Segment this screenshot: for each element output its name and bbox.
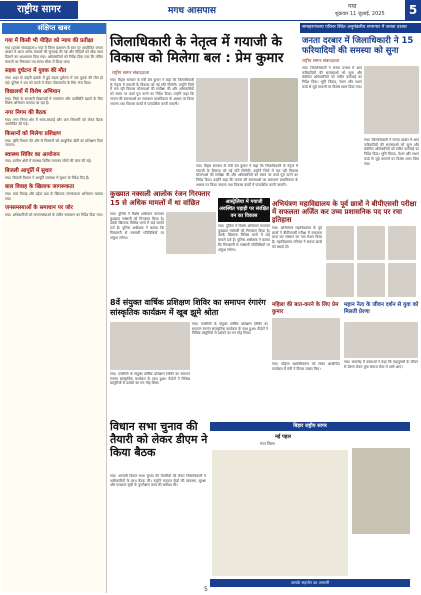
main-story-headline: जिलाधिकारी के नेतृत्व में गयाजी के विकास को मिलेगा बल : प्रेम कुमार (110, 34, 284, 66)
right-top-photo (364, 66, 419, 134)
ad-title: नई पहल (275, 434, 291, 440)
left-story-body: गया (हमारा संवाददाता)। गया में जिला प्रशासन के स्तर पर आयोजित जनता दरबार में आज अनेक मामलों की सुनवाई की गई और पीड़ितों को शीघ्र न्याय दिलाने का आश्वासन दिया गया। अधिकारियों को निर्देश दिया गया कि लंबित मामलों का निष्पादन तय समय सीमा में किया जाए। (5, 45, 103, 64)
main-story-body: गया। बिहार सरकार के मंत्री प्रेम कुमार ने कहा कि जिलाधिकारी के नेतृत्व में गयाजी के विकास को नई गति मिलेगी। उन्होंने जिले में चल रही विकास योजनाओं की समीक्षा की और अधिकारियों को समय पर कार्य पूरा करने का निर्देश दिया। उन्होंने कहा कि जनता की समस्याओं का समाधान प्राथमिकता के आधार पर किया जाएगा तथा विकास कार्यों में पारदर्शिता बरती जाएगी। (110, 78, 194, 106)
arrest-story-photo (166, 212, 216, 254)
left-story-headline: किसानों को मिलेगा प्रशिक्षण (5, 131, 61, 138)
left-story-headline: बाल विवाह के खिलाफ जागरूकता (5, 184, 75, 191)
masthead-date: शुक्रवार 11 जुलाई, 2025 (335, 11, 385, 17)
left-story-3 (2, 89, 106, 106)
student-photo (357, 226, 385, 260)
right-top-kicker: समाहरणालय परिसर स्थित अनुमंडलीय सभागार में जनता दरबार (300, 23, 421, 33)
camp-story-headline: 8वें संयुक्त वार्षिक प्रशिक्षण शिविर का समापन रंगारंग सांस्कृतिक कार्यक्रम में खूब झूमे श्रोता (110, 298, 266, 317)
side-story-body: गया। समारोह में वक्ताओं ने कहा कि महापुरुषों के जीवन से प्रेरणा लेकर युवा समाज सेवा में आगे आएं। (344, 360, 418, 369)
main-story-photo-2 (250, 78, 298, 162)
left-story-8 (2, 184, 106, 201)
student-photo (326, 226, 354, 260)
highlight-box-body: गया। पुलिस ने विशेष अभियान चलाकर कुख्यात नक्सली को गिरफ्तार किया है। उसके खिलाफ विभिन्न थानों में कई मामले दर्ज हैं। पुलिस अधीक्षक ने बताया कि गिरफ्तारी से नक्सली गतिविधियों पर अंकुश लगेगा। (218, 224, 270, 252)
right-top-body: गया। जिलाधिकारी ने जनता दरबार में आए फरियादियों की समस्याओं को सुना और संबंधित अधिकारियों को त्वरित कार्रवाई का निर्देश दिया। भूमि विवाद, पेंशन और राशन कार्ड से जुड़े मामलों पर विशेष ध्यान दिया गया। (302, 66, 362, 89)
ad-portrait (352, 448, 410, 534)
left-story-headline: नगर निगम की बैठक (5, 110, 47, 117)
right-top-byline: राष्ट्रीय सागर संवाददाता (302, 59, 340, 64)
election-story-headline: विधान सभा चुनाव की तैयारी को लेकर डीएम ने किया बैठक (110, 420, 208, 459)
masthead (0, 0, 421, 21)
left-story-body: गया। कृषि विभाग की ओर से किसानों को आधुनिक खेती का प्रशिक्षण दिया जाएगा। (5, 138, 103, 148)
ad-footer: आपके सहयोग का आभारी (210, 579, 410, 587)
women-story-headline: महिला की बात-करने के लिए प्रेम कुमार (272, 302, 339, 315)
camp-story-body: गया। एनसीसी के संयुक्त वार्षिक प्रशिक्षण शिविर का समापन रंगारंग सांस्कृतिक कार्यक्रम के साथ हुआ। कैडेटों ने विभिन्न प्रस्तुतियों से दर्शकों का मन मोह लिया। (192, 322, 268, 336)
left-story-5 (2, 131, 106, 148)
main-story-byline: राष्ट्रीय सागर संवाददाता (112, 71, 150, 76)
masthead-section: मगध आसपास (168, 6, 216, 16)
left-story-body: गया। नगर निगम क्षेत्र में साफ-सफाई और जल निकासी को लेकर बैठक आयोजित की गई। (5, 117, 103, 127)
left-story-body: गया। जिले के सरकारी विद्यालयों में नामांकन और उपस्थिति बढ़ाने के लिए विशेष अभियान चलाया जा रहा है। (5, 96, 103, 106)
camp-story-body-cont: गया। एनसीसी के संयुक्त वार्षिक प्रशिक्षण शिविर का समापन रंगारंग सांस्कृतिक कार्यक्रम के साथ हुआ। कैडेटों ने विभिन्न प्रस्तुतियों से दर्शकों का मन मोह लिया। (110, 372, 190, 386)
student-photo (388, 226, 416, 260)
engineering-photo-grid (326, 226, 418, 298)
left-story-7 (2, 168, 106, 180)
left-story-4 (2, 110, 106, 127)
women-story-body: गया। महिला सशक्तिकरण को लेकर आयोजित कार्यक्रम में मंत्री ने विचार व्यक्त किए। (272, 362, 340, 371)
student-photo (357, 263, 385, 297)
ad-subtitle: गया जिला (260, 441, 275, 446)
right-top-body-cont: गया। जिलाधिकारी ने जनता दरबार में आए फरियादियों की समस्याओं को सुना और संबंधित अधिकारियों को त्वरित कार्रवाई का निर्देश दिया। भूमि विवाद, पेंशन और राशन कार्ड से जुड़े मामलों पर विशेष ध्यान दिया गया। (364, 138, 419, 166)
left-story-headline: जनसमस्याओं के समाधान पर जोर (5, 205, 73, 212)
engineering-story-body: गया। अभियंत्रण महाविद्यालय के पूर्व छात्रों ने बीपीएससी परीक्षा में सफलता प्राप्त कर संस्थान का नाम रोशन किया है। महाविद्यालय परिवार ने सफल छात्रों को बधाई दी। (272, 226, 322, 249)
masthead-city: गया (348, 3, 357, 10)
masthead-page-number: 5 (405, 0, 421, 20)
masthead-brand: राष्ट्रीय सागर (0, 1, 78, 19)
camp-photo (110, 322, 190, 370)
left-story-headline: गया में किसी भी पीड़ित को न्याय की प्रतीक्षा (5, 38, 94, 44)
engineering-story-headline: अभियंत्रण महाविद्यालय के पूर्व छात्रों ने बीपीएससी परीक्षा में सफलता अर्जित कर उच्च प्रशासनिक पद पर रचा इतिहास (272, 200, 417, 224)
left-story-body: गया। अधिकारियों को जनसमस्याओं के त्वरित समाधान का निर्देश दिया गया। (5, 212, 103, 217)
side-story-photo (344, 322, 418, 358)
left-story-headline: सड़क दुर्घटना में युवक की मौत (5, 68, 67, 75)
left-story-headline: विद्यालयों में विशेष अभियान (5, 89, 61, 96)
women-story-photo (272, 318, 340, 360)
left-brief-column (2, 23, 107, 593)
student-photo (388, 263, 416, 297)
left-story-headline: स्वास्थ्य शिविर का आयोजन (5, 151, 60, 158)
ad-list-area (212, 450, 348, 576)
student-photo (326, 263, 354, 297)
left-story-1 (2, 38, 106, 64)
right-top-headline: जनता दरबार में जिलाधिकारी ने 15 फरियादियों की समस्या को सुना (302, 36, 414, 56)
highlight-box: आस्ट्रेलिया में गयाजी अवस्थित पहाड़ी पर संरक्षित वन का विकास (218, 198, 270, 222)
left-story-9 (2, 205, 106, 217)
left-story-body: गया। ग्रामीण क्षेत्रों में स्वास्थ्य शिविर लगाकर लोगों की जांच की गई। (5, 159, 92, 164)
arrest-story-headline: कुख्यात नक्सली आलोक रंजन गिरफ्तार 15 से अधिक मामलों में था वांछित (110, 190, 211, 207)
main-story-photo (196, 78, 248, 162)
election-story-body: गया। आगामी विधान सभा चुनाव की तैयारियों को लेकर जिलाधिकारी ने अधिकारियों के साथ बैठक की। उन्होंने मतदान केंद्रों की व्यवस्था, सुरक्षा और मतदाता सूची के पुनरीक्षण कार्य की समीक्षा की। (110, 474, 206, 488)
left-story-headline: बिजली आपूर्ति में सुधार (5, 168, 52, 175)
main-story-body-cont: गया। बिहार सरकार के मंत्री प्रेम कुमार ने कहा कि जिलाधिकारी के नेतृत्व में गयाजी के विकास को नई गति मिलेगी। उन्होंने जिले में चल रही विकास योजनाओं की समीक्षा की और अधिकारियों को समय पर कार्य पूरा करने का निर्देश दिया। उन्होंने कहा कि जनता की समस्याओं का समाधान प्राथमिकता के आधार पर किया जाएगा तथा विकास कार्यों में पारदर्शिता बरती जाएगी। (196, 164, 298, 187)
left-story-body: गया। बिजली विभाग ने आपूर्ति व्यवस्था में सुधार के निर्देश दिए हैं। (5, 175, 90, 180)
left-column-header: संक्षिप्त खबर (2, 23, 106, 34)
ad-header: बिहार राष्ट्रीय सागर (210, 422, 410, 431)
left-story-6 (2, 152, 106, 164)
arrest-story-body: गया। पुलिस ने विशेष अभियान चलाकर कुख्यात नक्सली को गिरफ्तार किया है। उसके खिलाफ विभिन्न थानों में कई मामले दर्ज हैं। पुलिस अधीक्षक ने बताया कि गिरफ्तारी से नक्सली गतिविधियों पर अंकुश लगेगा। (110, 212, 164, 240)
left-story-body: गया। शहर के बाहरी इलाके में हुई सड़क दुर्घटना में एक युवक की मौत हो गई। पुलिस ने शव को कब्जे में लेकर पोस्टमार्टम के लिए भेज दिया। (5, 75, 103, 85)
left-story-body: गया। बाल विवाह और दहेज प्रथा के खिलाफ जागरूकता अभियान चलाया गया। (5, 191, 103, 201)
left-story-2 (2, 68, 106, 85)
footer-page-number: 5 (204, 586, 208, 593)
side-story-headline: महान नेता के जीवन दर्शन से युवा को मिलती प्रेरणा (344, 302, 419, 315)
